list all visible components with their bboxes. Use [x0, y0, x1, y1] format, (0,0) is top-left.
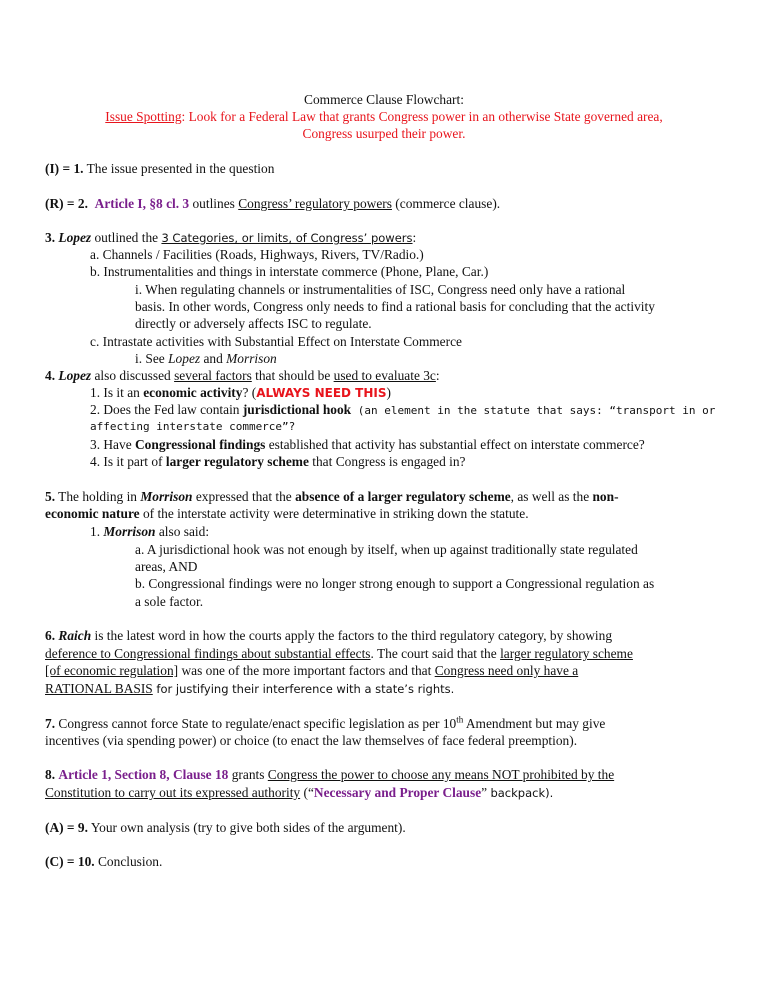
item-5-sub-case: Morrison [103, 524, 156, 539]
item-5-a-line-1: a. A jurisdictional hook was not enough by itself, when up against traditionally state regulated [135, 542, 638, 557]
item-4-q3-bold: Congressional findings [135, 437, 266, 452]
item-6-line-4 [45, 681, 454, 697]
item-3b-i-line-3: directly or adversely affects ISC to regulate. [135, 316, 372, 331]
item-4-q2-line-2: affecting interstate commerce”? [90, 420, 296, 433]
item-8-line-1 [45, 767, 614, 783]
item-2-article: Article I, §8 cl. 3 [94, 196, 190, 211]
item-3-categories: 3 Categories, or limits, of Congress’ powers [161, 231, 413, 245]
item-9-text: Your own analysis (try to give both sides of the argument). [87, 820, 406, 835]
item-5-t2: expressed that the [192, 489, 296, 504]
item-3c-i-morrison: Morrison [226, 351, 277, 366]
item-3-colon: : [412, 230, 417, 245]
item-2 [45, 196, 500, 212]
item-4-used: used to evaluate 3c [333, 368, 436, 383]
item-6-t4: for justifying their interference with a state’s rights. [152, 682, 455, 696]
item-3-case: Lopez [58, 230, 92, 245]
item-3-num: 3. [45, 230, 56, 245]
item-3-mid: outlined the [91, 230, 162, 245]
issue-label: Issue Spotting [105, 109, 182, 124]
item-4-q4-bold: larger regulatory scheme [165, 454, 309, 469]
item-5-t4: of the interstate activity were determinative in striking down the statute. [139, 506, 529, 521]
item-6-case: Raich [58, 628, 92, 643]
item-3b: b. Instrumentalities and things in interstate commerce (Phone, Plane, Car.) [90, 264, 489, 279]
item-4-q1-q: ? ( [242, 385, 257, 400]
item-4-t2: that should be [251, 368, 334, 383]
item-6-t3: was one of the more important factors and that [178, 663, 435, 678]
item-4-q4-pre: 4. Is it part of [90, 454, 166, 469]
item-1-lead: (I) = 1. [45, 161, 84, 176]
item-7-line-1 [45, 716, 605, 732]
item-4-q3-pre: 3. Have [90, 437, 135, 452]
item-3b-i-line-2: basis. In other words, Congress only needs to find a rational basis for concluding that the activity [135, 299, 655, 314]
item-5-a-line-2: areas, AND [135, 559, 198, 574]
item-6-u1: deference to Congressional findings about substantial effects [45, 646, 371, 661]
item-8-t1: grants [228, 767, 268, 782]
item-4-q2 [90, 402, 715, 419]
item-4-q4-tail: that Congress is engaged in? [308, 454, 466, 469]
item-9-lead: (A) = 9. [45, 820, 88, 835]
item-10-text: Conclusion. [94, 854, 163, 869]
item-4-colon: : [435, 368, 440, 383]
item-8-num: 8. [45, 767, 56, 782]
item-7-t1: Congress cannot force State to regulate/enact specific legislation as per 10 [55, 716, 457, 731]
item-5-b2b: economic nature [45, 506, 140, 521]
item-5-sub-pre: 1. [90, 524, 104, 539]
item-6-line-3 [45, 663, 578, 679]
item-8-t2: (“ [300, 785, 314, 800]
item-4-q3 [90, 437, 645, 453]
item-3a: a. Channels / Facilities (Roads, Highways, Rivers, TV/Radio.) [90, 247, 424, 262]
item-5-num: 5. [45, 489, 56, 504]
item-3c-i-pre: i. See [135, 351, 169, 366]
item-3 [45, 230, 416, 246]
item-5-b1: absence of a larger regulatory scheme [295, 489, 511, 504]
item-7-t2: Amendment but may give [463, 716, 606, 731]
item-3c-i [135, 351, 277, 367]
item-5-t1: The holding in [55, 489, 141, 504]
item-5-case: Morrison [140, 489, 193, 504]
item-4-q1-end: ) [386, 385, 391, 400]
item-4-q3-tail: established that activity has substantial effect on interstate commerce? [265, 437, 645, 452]
item-4-q1-bold: economic activity [143, 385, 243, 400]
item-4-num: 4. [45, 368, 56, 383]
item-8-u1: Congress the power to choose any means NOT prohibited by the [267, 767, 615, 782]
item-2-tail: (commerce clause). [391, 196, 501, 211]
item-10-lead: (C) = 10. [45, 854, 95, 869]
item-8-np: Necessary and Proper Clause [313, 785, 482, 800]
item-8-t3: ” [481, 785, 491, 800]
item-5-line-1 [45, 489, 619, 505]
item-2-powers: Congress’ regulatory powers [238, 196, 392, 211]
item-3c-i-and: and [200, 351, 227, 366]
item-7-line-2: incentives (via spending power) or choice (to enact the law themselves of face federal preemption). [45, 733, 578, 748]
item-7-num: 7. [45, 716, 56, 731]
item-3c-i-lopez: Lopez [168, 351, 201, 366]
item-5-line-2 [45, 506, 529, 522]
item-4-q2-bold: jurisdictional hook [242, 402, 352, 417]
item-6-u4: Congress need only have a [434, 663, 579, 678]
item-6-t1: is the latest word in how the courts apply the factors to the third regulatory category, by showing [91, 628, 613, 643]
item-3c: c. Intrastate activities with Substantial Effect on Interstate Commerce [90, 334, 462, 349]
document-title: Commerce Clause Flowchart: [304, 92, 464, 107]
item-4-factors: several factors [174, 368, 252, 383]
item-2-lead: (R) = 2. [45, 196, 88, 211]
item-4-case: Lopez [58, 368, 92, 383]
item-6-u5: RATIONAL BASIS [45, 681, 153, 696]
item-6-u2: larger regulatory scheme [500, 646, 633, 661]
item-4-q1-pre: 1. Is it an [90, 385, 144, 400]
item-4-q1-red: ALWAYS NEED THIS [256, 386, 387, 400]
item-1 [45, 161, 274, 177]
item-5-sub-1 [90, 524, 209, 540]
item-6-line-1 [45, 628, 612, 644]
item-4-q4 [90, 454, 465, 470]
item-7-sup: th [456, 714, 464, 725]
item-6-u3: [of economic regulation] [45, 663, 179, 678]
item-8-article: Article 1, Section 8, Clause 18 [58, 767, 229, 782]
item-2-mid: outlines [189, 196, 239, 211]
item-4-q1 [90, 385, 391, 401]
item-5-t3: , as well as the [510, 489, 593, 504]
item-5-b-line-1: b. Congressional findings were no longer strong enough to support a Congressional regulation as [135, 576, 655, 591]
issue-line-1 [0, 109, 768, 125]
item-6-num: 6. [45, 628, 56, 643]
item-4-q2-paren: (an element in the statute that says: “transport in or [351, 404, 716, 417]
item-8-line-2 [45, 785, 553, 801]
item-4-t1: also discussed [91, 368, 175, 383]
item-1-text: The issue presented in the question [83, 161, 275, 176]
item-5-b-line-2: a sole factor. [135, 594, 204, 609]
item-6-line-2 [45, 646, 633, 662]
item-8-tail: backpack). [490, 786, 554, 800]
item-10 [45, 854, 162, 870]
item-9 [45, 820, 406, 836]
issue-line-2: Congress usurped their power. [302, 126, 466, 141]
item-4 [45, 368, 440, 384]
item-5-b2a: non- [592, 489, 619, 504]
item-8-u2: Constitution to carry out its expressed authority [45, 785, 301, 800]
item-4-q2-pre: 2. Does the Fed law contain [90, 402, 243, 417]
issue-text-1: : Look for a Federal Law that grants Congress power in an otherwise State governed area, [181, 109, 663, 124]
item-5-sub-tail: also said: [155, 524, 210, 539]
item-3b-i-line-1: i. When regulating channels or instrumentalities of ISC, Congress need only have a rational [135, 282, 626, 297]
item-6-t2: . The court said that the [370, 646, 501, 661]
